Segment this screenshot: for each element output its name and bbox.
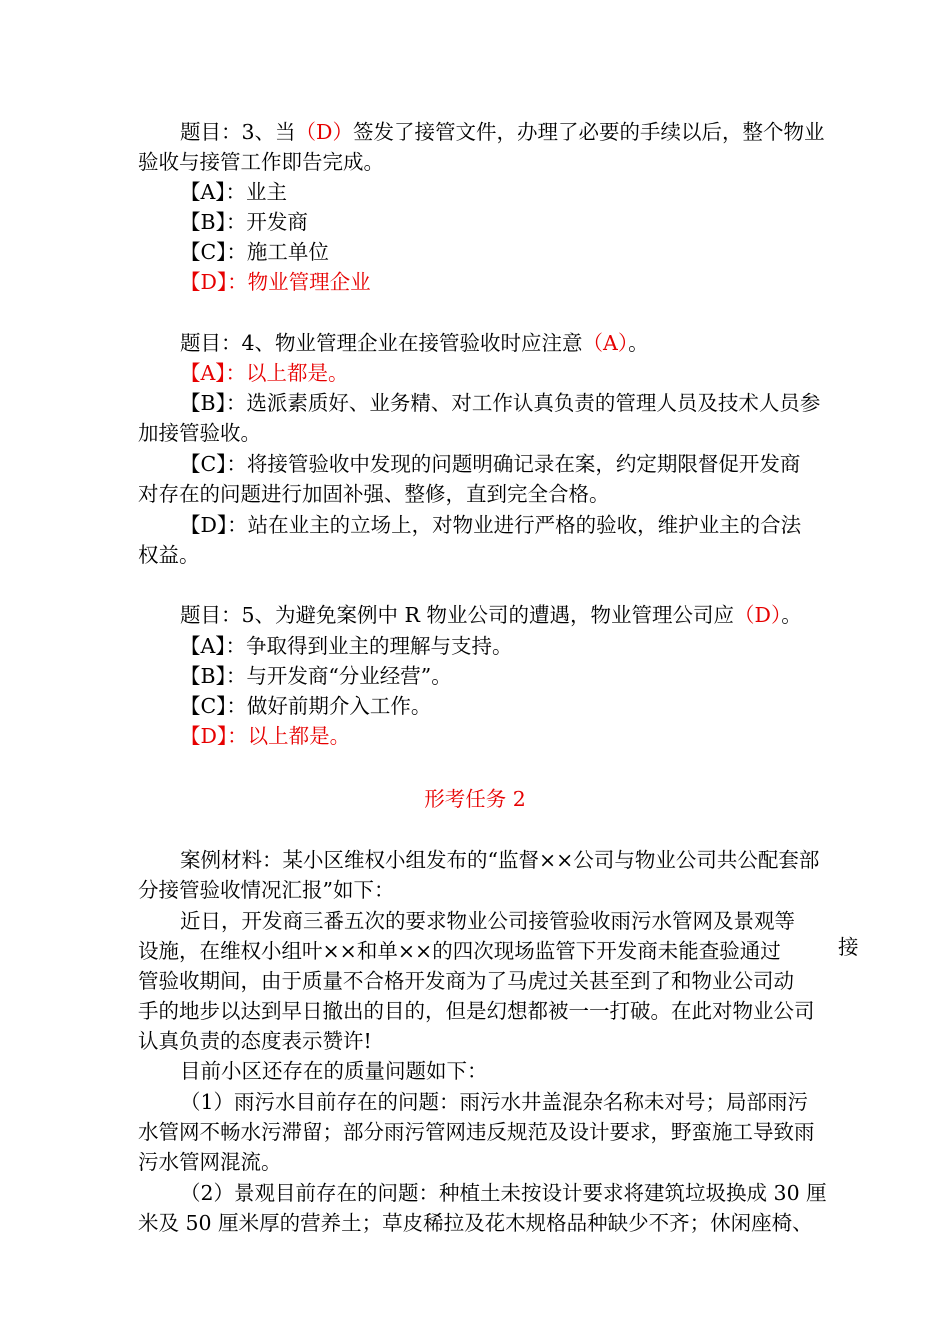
q4-option-c-cont: 对存在的问题进行加固补强、整修，直到完全合格。	[138, 482, 610, 506]
q4-option-b-cont: 加接管验收。	[138, 421, 261, 445]
case-line-10: 水管网不畅水污滞留；部分雨污管网违反规范及设计要求，野蛮施工导致雨	[138, 1120, 815, 1144]
case-line-2: 分接管验收情况汇报”如下：	[138, 878, 395, 902]
q5-option-c: 【C】：做好前期介入工作。	[180, 694, 432, 718]
case-line-7: 认真负责的态度表示赞许!	[138, 1029, 372, 1053]
q3-option-d-correct: 【D】：物业管理企业	[180, 270, 371, 294]
q4-option-c: 【C】：将接管验收中发现的问题明确记录在案，约定期限督促开发商	[180, 452, 801, 476]
case-line-6: 手的地步以达到早日撤出的目的，但是幻想都被一一打破。在此对物业公司	[138, 999, 815, 1023]
q4-stem-text-a: 题目：4、物业管理企业在接管验收时应注意	[180, 331, 583, 355]
q3-option-a: 【A】：业主	[180, 180, 288, 204]
q4-stem-text-b: 。	[628, 331, 649, 355]
q3-stem	[180, 117, 870, 147]
q4-stem	[180, 328, 870, 358]
q4-option-a-correct: 【A】：以上都是。	[180, 361, 349, 385]
q4-option-b: 【B】：选派素质好、业务精、对工作认真负责的管理人员及技术人员参	[180, 391, 821, 415]
case-line-11: 污水管网混流。	[138, 1150, 282, 1174]
q4-option-d-cont: 权益。	[138, 543, 200, 567]
case-line-5: 管验收期间，由于质量不合格开发商为了马虎过关甚至到了和物业公司动	[138, 969, 794, 993]
section-title: 形考任务 2	[424, 787, 526, 811]
q4-option-d: 【D】：站在业主的立场上，对物业进行严格的验收，维护业主的合法	[180, 513, 802, 537]
q5-option-a: 【A】：争取得到业主的理解与支持。	[180, 634, 513, 658]
q3-answer: （D）	[295, 120, 353, 144]
case-line-13: 米及 50 厘米厚的营养土；草皮稀拉及花木规格品种缺少不齐；休闲座椅、	[138, 1211, 813, 1235]
q4-answer: （A）	[582, 331, 629, 355]
q5-stem-text-b: 。	[781, 603, 802, 627]
q5-answer: （D）	[734, 603, 782, 627]
case-line-9: （1）雨污水目前存在的问题：雨污水井盖混杂名称未对号；局部雨污	[180, 1090, 809, 1114]
case-line-12: （2）景观目前存在的问题：种植土未按设计要求将建筑垃圾换成 30 厘	[180, 1181, 827, 1205]
case-line-3: 近日，开发商三番五次的要求物业公司接管验收雨污水管网及景观等	[180, 909, 795, 933]
q3-option-c: 【C】：施工单位	[180, 240, 329, 264]
q5-stem	[180, 600, 870, 630]
q5-option-d-correct: 【D】：以上都是。	[180, 724, 351, 748]
case-line-1: 案例材料：某小区维权小组发布的“监督××公司与物业公司共公配套部	[180, 848, 820, 872]
case-line-8: 目前小区还存在的质量问题如下：	[180, 1059, 488, 1083]
q5-stem-text-a: 题目：5、为避免案例中 R 物业公司的遭遇，物业管理公司应	[180, 603, 735, 627]
q3-stem-text-a: 题目：3、当	[180, 120, 296, 144]
q3-stem-cont: 验收与接管工作即告完成。	[138, 150, 384, 174]
q3-option-b: 【B】：开发商	[180, 210, 308, 234]
case-line-4-overflow-char: 接	[838, 935, 859, 959]
q5-option-b: 【B】：与开发商“分业经营”。	[180, 664, 452, 688]
case-line-4: 设施，在维权小组叶××和单××的四次现场监管下开发商未能查验通过	[138, 939, 781, 963]
q3-stem-text-b: 签发了接管文件，办理了必要的手续以后，整个物业	[352, 120, 825, 144]
